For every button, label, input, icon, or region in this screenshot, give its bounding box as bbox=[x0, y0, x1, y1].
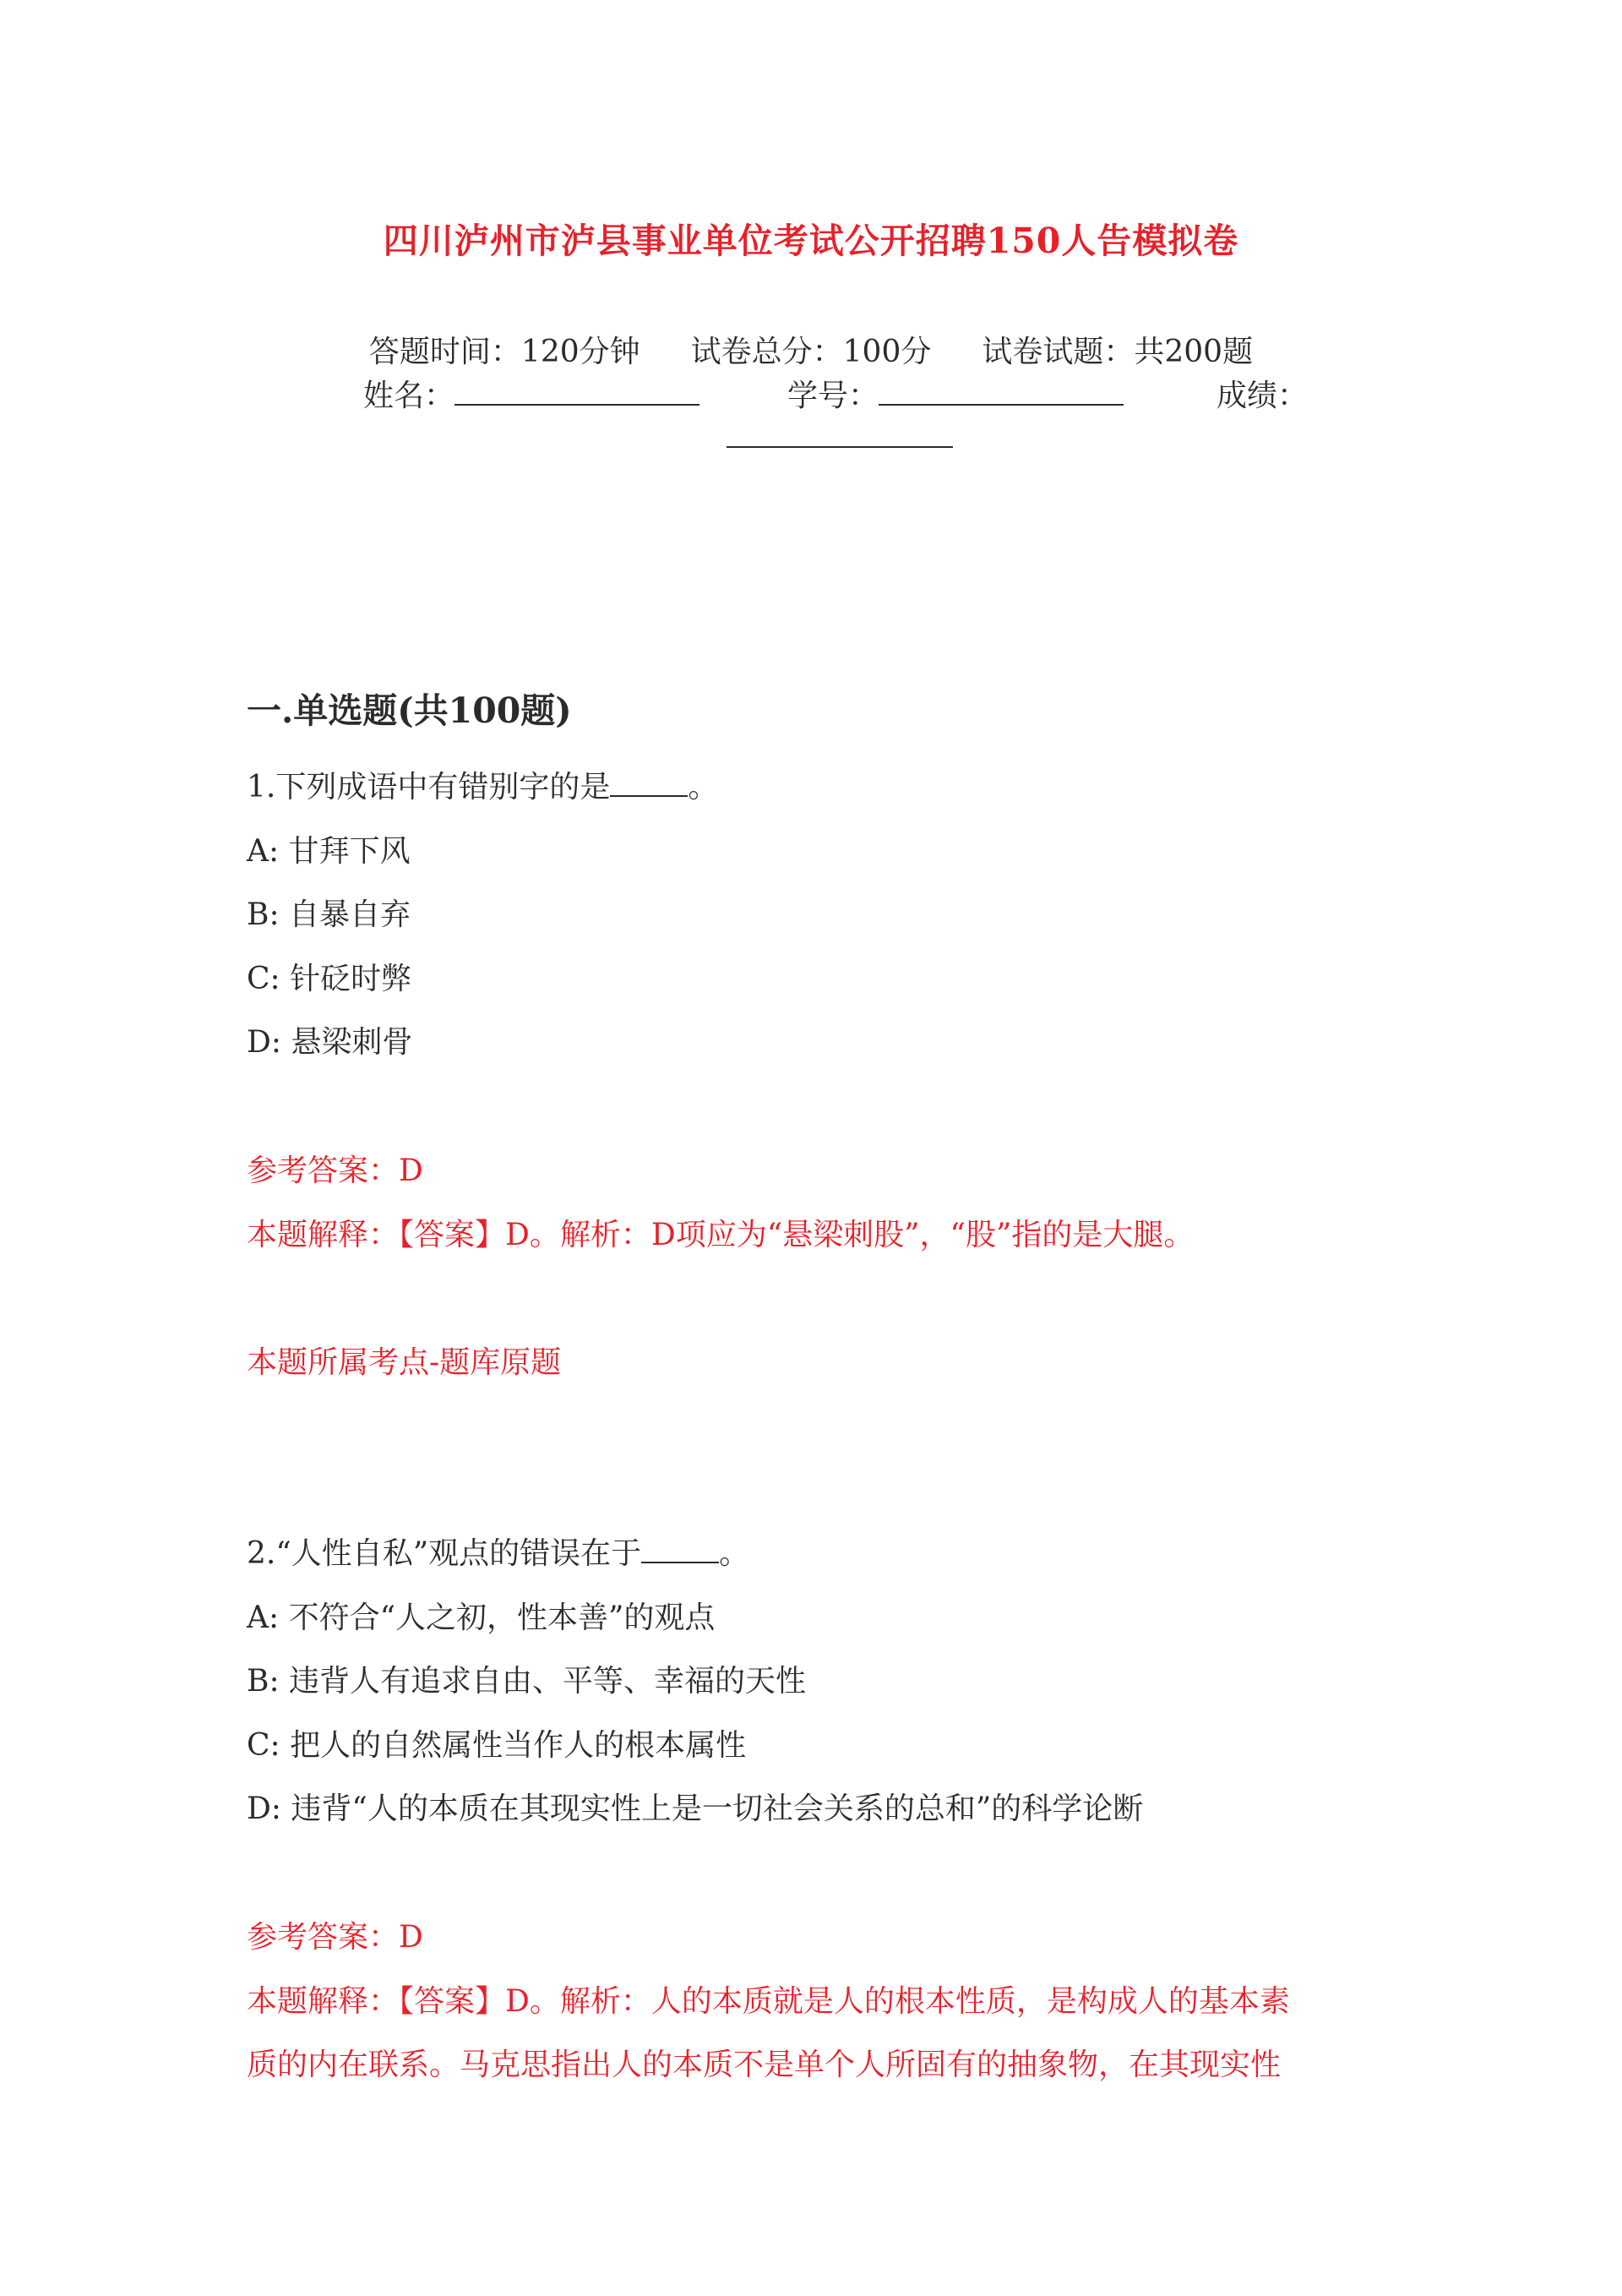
question-1-option-d: D: 悬梁刺骨 bbox=[247, 1025, 413, 1060]
question-1-answer: 参考答案：D bbox=[247, 1153, 423, 1188]
score-field bbox=[1216, 372, 1308, 415]
question-2-option-a: A: 不符合“人之初，性本善”的观点 bbox=[247, 1601, 716, 1635]
student-id-blank bbox=[879, 379, 1124, 406]
question-1-tag: 本题所属考点-题库原题 bbox=[247, 1345, 562, 1380]
exam-title: 四川泸州市泸县事业单位考试公开招聘150人告模拟卷 bbox=[383, 221, 1239, 261]
question-2-option-c: C: 把人的自然属性当作人的根本属性 bbox=[247, 1728, 747, 1763]
student-id-field bbox=[787, 372, 1124, 415]
question-1-stem: 1.下列成语中有错别字的是 。 bbox=[247, 770, 719, 804]
question-1-option-a: A: 甘拜下风 bbox=[247, 834, 411, 869]
answer-blank bbox=[641, 1536, 719, 1563]
question-1-option-c: C: 针砭时弊 bbox=[247, 962, 412, 996]
question-2-explanation-line-2: 质的内在联系。马克思指出人的本质不是单个人所固有的抽象物，在其现实性 bbox=[247, 2048, 1282, 2082]
question-2-option-d: D: 违背“人的本质在其现实性上是一切社会关系的总和”的科学论断 bbox=[247, 1792, 1144, 1826]
question-2-stem: 2.“人性自私”观点的错误在于 。 bbox=[247, 1536, 750, 1571]
question-1-explanation: 本题解释：【答案】D。解析：D项应为“悬梁刺股”，“股”指的是大腿。 bbox=[247, 1218, 1195, 1252]
name-label: 姓名： bbox=[363, 379, 455, 413]
score-blank bbox=[727, 421, 953, 448]
student-id-label: 学号： bbox=[787, 379, 879, 413]
exam-question-count: 试卷试题：共200题 bbox=[982, 335, 1254, 369]
name-field bbox=[363, 372, 699, 415]
score-label: 成绩： bbox=[1216, 379, 1309, 413]
exam-time: 答题时间：120分钟 bbox=[368, 335, 640, 369]
question-1-option-b: B: 自暴自弃 bbox=[247, 897, 411, 932]
section-heading: 一.单选题(共100题) bbox=[247, 690, 572, 731]
name-blank bbox=[454, 379, 699, 406]
exam-meta bbox=[0, 328, 1622, 371]
answer-blank bbox=[610, 770, 688, 797]
question-2-answer: 参考答案：D bbox=[247, 1920, 423, 1955]
exam-total-score: 试卷总分：100分 bbox=[690, 335, 932, 369]
question-2-explanation-line-1: 本题解释：【答案】D。解析：人的本质就是人的根本性质，是构成人的基本素 bbox=[247, 1984, 1290, 2019]
question-2-option-b: B: 违背人有追求自由、平等、幸福的天性 bbox=[247, 1664, 807, 1699]
